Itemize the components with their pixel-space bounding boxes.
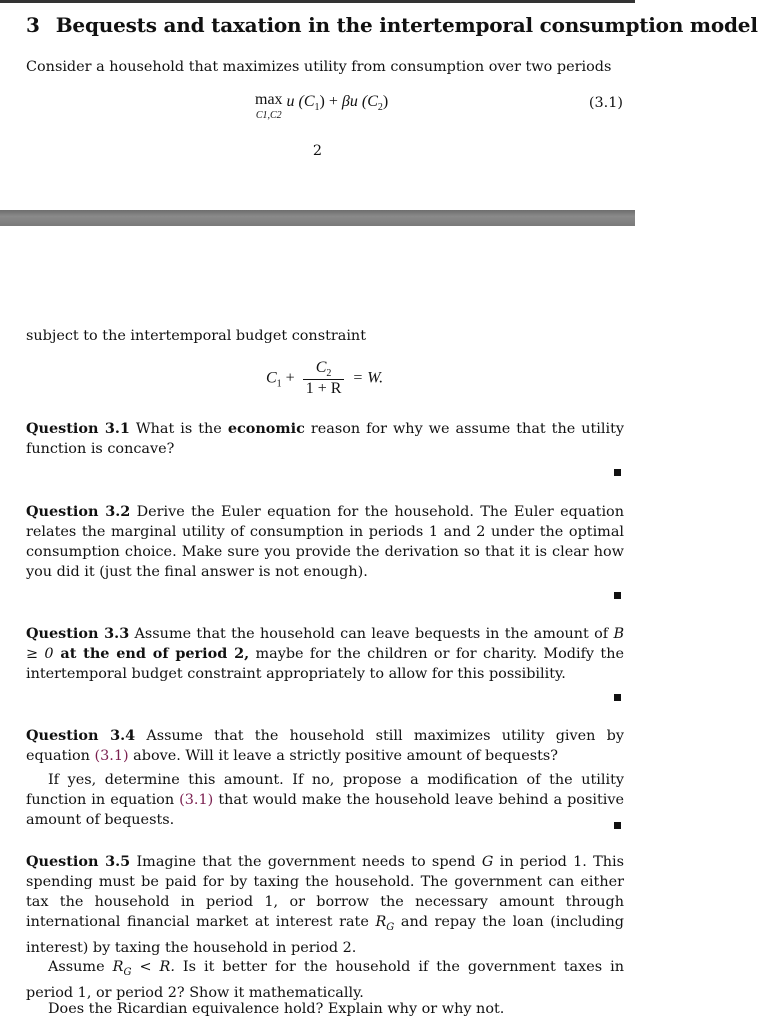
u-c1: u (C — [286, 93, 315, 110]
page-number: 2 — [312, 143, 323, 159]
u-c2: u (C — [349, 93, 378, 110]
inline-math: B ≥ 0 — [26, 626, 625, 662]
budget-constraint-equation — [266, 359, 383, 398]
qed-square — [614, 694, 621, 701]
inline-math: R — [112, 959, 124, 975]
plus-sign: ) + — [319, 93, 342, 110]
beta-symbol: β — [341, 93, 350, 110]
page-bottom-fragment — [0, 226, 635, 1024]
inline-math: G — [481, 854, 494, 870]
question-bold: economic — [227, 420, 305, 437]
question-3-4-paragraph-2 — [26, 770, 624, 830]
equation-reference[interactable]: (3.1) — [179, 792, 214, 808]
fraction — [303, 359, 345, 398]
question-3-5 — [26, 852, 624, 958]
question-text: What is the — [129, 421, 228, 437]
question-text: Imagine that the government needs to spend — [130, 854, 482, 870]
denominator: 1 + R — [303, 379, 345, 398]
plus-sign: + — [281, 369, 299, 387]
section-title — [26, 13, 758, 37]
question-3-3 — [26, 624, 624, 684]
question-3-5-paragraph-3: Does the Ricardian equivalence hold? Explain why or why not. — [48, 1001, 505, 1017]
question-text: Is it better for the household if the government taxes in period 1, or period 2? Show it mathematically. — [26, 959, 624, 1001]
question-label: Question 3.1 — [26, 420, 130, 437]
c1: C — [266, 369, 277, 387]
question-3-5-paragraph-2 — [26, 957, 624, 1003]
question-text: and repay the loan (including interest) by taxing the household in period 2. — [26, 914, 624, 956]
question-text: in period 1. This spending must be paid for by taxing the household. The government can either tax the household in period 1, or borrow the necessary amount through international financial market at interest rate — [26, 854, 625, 930]
inline-math-sub: G — [123, 966, 132, 978]
question-text: If yes, determine this amount. If no, propose a modification of the utility function in equation — [26, 772, 624, 808]
inline-math: R — [375, 914, 387, 930]
question-label: Question 3.2 — [26, 503, 131, 520]
inline-math: < R. — [131, 959, 175, 975]
equation-reference[interactable]: (3.1) — [94, 748, 129, 764]
page-top-fragment — [0, 0, 758, 213]
question-text: Assume — [48, 959, 113, 975]
qed-square — [614, 592, 621, 599]
constraint-intro: subject to the intertemporal budget constraint — [26, 328, 366, 344]
sub-1: 1 — [314, 102, 320, 114]
question-bold: at the end of period 2, — [53, 645, 250, 662]
question-label: Question 3.5 — [26, 853, 131, 870]
question-3-1 — [26, 419, 624, 459]
question-text: maybe for the children or for charity. Modify the intertemporal budget constraint appropriately to allow for this possibility. — [26, 646, 625, 682]
qed-square — [614, 822, 621, 829]
objective-equation — [255, 93, 388, 123]
qed-square — [614, 469, 621, 476]
equation-label-3-1: (3.1) — [588, 95, 623, 111]
section-number: 3 — [26, 13, 40, 37]
question-text: Assume that the household still maximizes utility given by equation — [26, 728, 624, 764]
section-title-text: Bequests and taxation in the intertemporal consumption model — [55, 13, 758, 37]
question-text: that would make the household leave behind a positive amount of bequests. — [26, 792, 624, 828]
inline-math-sub: G — [386, 921, 395, 933]
question-label: Question 3.4 — [26, 727, 136, 744]
c1-sub: 1 — [276, 378, 282, 390]
question-text: Assume that the household can leave bequests in the amount of — [129, 626, 614, 642]
question-label: Question 3.3 — [26, 625, 130, 642]
max-subscript: C1,C2 — [255, 110, 282, 121]
question-3-4 — [26, 726, 624, 766]
numerator: C — [315, 359, 327, 376]
sub-2: 2 — [377, 102, 383, 114]
max-operator: max — [255, 91, 283, 108]
question-3-2 — [26, 502, 624, 582]
question-text: reason for why we assume that the utility function is concave? — [26, 421, 624, 457]
question-text: above. Will it leave a strictly positive amount of bequests? — [128, 748, 558, 764]
page-separator — [0, 210, 635, 226]
intro-text: Consider a household that maximizes utility from consumption over two periods — [26, 59, 612, 75]
rhs-w: = W. — [348, 369, 384, 387]
numerator-sub: 2 — [326, 368, 332, 380]
close-paren: ) — [382, 93, 389, 110]
question-text: Derive the Euler equation for the household. The Euler equation relates the marginal utility of consumption in periods 1 and 2 under the optimal consumption choice. Make sure you provide the derivation so that it is clear how you did it (just the final answer is not enough). — [26, 504, 624, 580]
